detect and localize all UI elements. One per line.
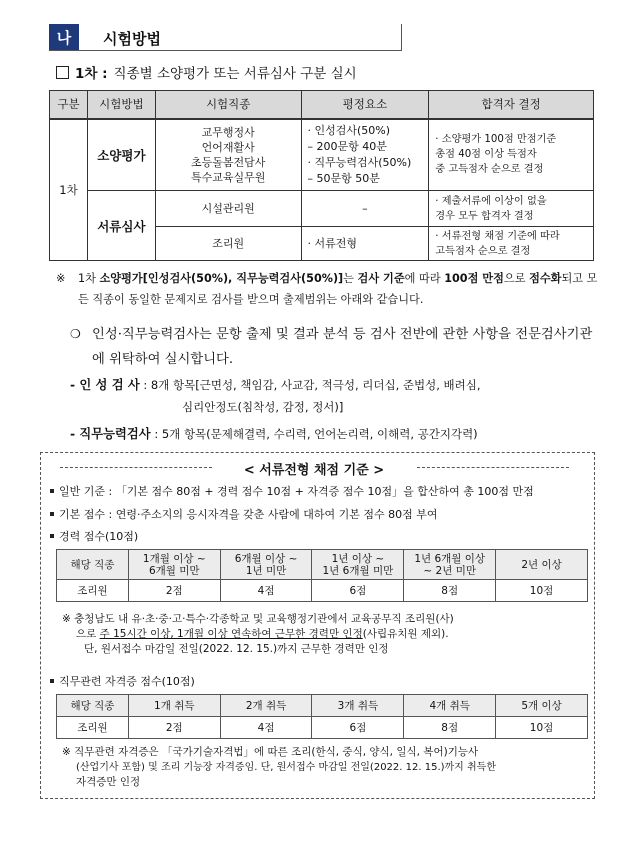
note-text: 되고 모든 직종이 동일한 문제지로 검사를 받으며 출제범위는 아래와 같습니다. bbox=[78, 272, 598, 306]
table-cell: 6점 bbox=[312, 717, 404, 739]
item-text: : 5개 항목(문제해결력, 수리력, 언어논리력, 이해력, 공간지각력) bbox=[154, 427, 478, 441]
reference-mark: ※ bbox=[62, 613, 71, 625]
square-bullet-icon bbox=[50, 489, 54, 493]
table-header: 5개 이상 bbox=[496, 695, 588, 717]
reference-mark: ※ bbox=[56, 272, 66, 285]
note-text: 으로 bbox=[503, 272, 530, 285]
basic-score bbox=[50, 506, 437, 524]
scoring-note bbox=[58, 268, 598, 310]
note-bold: 점수화 bbox=[529, 272, 562, 285]
line-text: 직무관련 자격증 점수(10점) bbox=[59, 675, 195, 688]
note-text: 에 따라 bbox=[404, 272, 445, 285]
table-header: 1개월 이상 ~ 6개월 미만 bbox=[128, 550, 220, 580]
table-header: 시험직종 bbox=[155, 91, 301, 119]
table-cell: 2점 bbox=[128, 717, 220, 739]
pass-line: 중 고득점자 순으로 결정 bbox=[435, 164, 544, 176]
item-text: : 8개 항목[근면성, 책임감, 사교감, 적극성, 리더십, 준법성, 배려심, bbox=[143, 378, 481, 392]
job-ability-test-item bbox=[70, 423, 600, 445]
table-header: 4개 취득 bbox=[404, 695, 496, 717]
table-header: 해당 직종 bbox=[57, 695, 129, 717]
line-text: 일반 기준 : 「기본 점수 80점 + 경력 점수 10점 + 자격증 점수 10점」을 합산하여 총 100점 만점 bbox=[59, 485, 534, 498]
note-bold: 검사 기준 bbox=[357, 272, 405, 285]
checkbox-icon bbox=[56, 66, 69, 79]
note-bold: 100점 만점 bbox=[444, 272, 504, 285]
table-header: 2개 취득 bbox=[220, 695, 312, 717]
section-badge: 나 bbox=[49, 24, 79, 50]
section-right-line bbox=[401, 24, 402, 51]
table-header: 1년 6개월 이상 ~ 2년 미만 bbox=[404, 550, 496, 580]
table-header: 1년 이상 ~ 1년 6개월 미만 bbox=[312, 550, 404, 580]
table-cell: 8점 bbox=[404, 717, 496, 739]
table-cell: 10점 bbox=[496, 717, 588, 739]
table-cell: 조리원 bbox=[57, 717, 129, 739]
job-item: 특수교육실무원 bbox=[190, 170, 266, 184]
career-score-table bbox=[56, 549, 588, 602]
table-cell: 2점 bbox=[128, 580, 220, 602]
table-header: 1개 취득 bbox=[128, 695, 220, 717]
element-item: – 200문항 40분 bbox=[307, 139, 387, 153]
career-score-title bbox=[50, 528, 138, 546]
element-item: – 50문항 50분 bbox=[307, 171, 380, 185]
element-item: · 인성검사(50%) bbox=[307, 123, 391, 137]
note-text: 충청남도 내 유·초·중·고·특수·각종학교 및 교육행정기관에서 교육공무직 조리원(사) bbox=[74, 613, 454, 625]
pass-soyang bbox=[429, 119, 594, 191]
table-header: 시험방법 bbox=[87, 91, 155, 119]
table-cell: 4점 bbox=[220, 580, 312, 602]
box-title: < 서류전형 채점 기준 > bbox=[243, 463, 385, 478]
note-bold: 소양평가[인성검사(50%), 직무능력검사(50%)] bbox=[99, 272, 344, 285]
license-score-title bbox=[50, 673, 195, 691]
table-cell: 8점 bbox=[404, 580, 496, 602]
item-label: - 직무능력검사 bbox=[70, 427, 151, 441]
table-header: 3개 취득 bbox=[312, 695, 404, 717]
item-text: 심리안정도(침착성, 감정, 정서)] bbox=[182, 400, 344, 414]
method-soyang: 소양평가 bbox=[87, 119, 155, 191]
method-document: 서류심사 bbox=[87, 191, 155, 261]
elements-soyang bbox=[301, 119, 429, 191]
pass-line: · 서류전형 채점 기준에 따라 bbox=[435, 230, 560, 242]
table-cell: 10점 bbox=[496, 580, 588, 602]
element-item: · 직무능력검사(50%) bbox=[307, 155, 412, 169]
table-cell: 4점 bbox=[220, 717, 312, 739]
table-header: 해당 직종 bbox=[57, 550, 129, 580]
outsourcing-bullet bbox=[70, 322, 600, 372]
table-header: 구분 bbox=[50, 91, 88, 119]
section-title: 시험방법 bbox=[103, 30, 161, 48]
pass-line: · 제출서류에 이상이 없을 bbox=[435, 195, 547, 207]
pass-line: 총점 40점 이상 득점자 bbox=[435, 149, 537, 161]
general-criteria bbox=[50, 483, 534, 501]
job-facility: 시설관리원 bbox=[155, 191, 301, 227]
personality-test-item bbox=[70, 374, 600, 418]
item-label: - 인 성 검 사 bbox=[70, 378, 140, 392]
pass-line: 경우 모두 합격자 결정 bbox=[435, 210, 534, 222]
table-header: 6개월 이상 ~ 1년 미만 bbox=[220, 550, 312, 580]
note-text: 자격증만 인정 bbox=[76, 776, 141, 788]
exam-method-table bbox=[49, 90, 594, 261]
subheading-step: 1차 : bbox=[75, 66, 108, 82]
section-underline bbox=[49, 50, 402, 51]
job-cook: 조리원 bbox=[155, 227, 301, 261]
note-text: 단, 원서접수 마감일 전일(2022. 12. 15.)까지 근무한 경력만 인정 bbox=[84, 643, 389, 655]
pass-facility bbox=[429, 191, 594, 227]
subheading-text: 직종별 소양평가 또는 서류심사 구분 실시 bbox=[113, 66, 357, 82]
note-text: 으로 bbox=[76, 628, 100, 640]
pass-line: 고득점자 순으로 결정 bbox=[435, 245, 531, 257]
note-text: 1차 bbox=[78, 272, 100, 285]
pass-cook bbox=[429, 227, 594, 261]
element-cook: · 서류전형 bbox=[301, 227, 429, 261]
line-text: 경력 점수(10점) bbox=[59, 530, 139, 543]
note-text: (산업기사 포함) 및 조리 기능장 자격증임. 단, 원서접수 마감일 전일(2022. 12. 15.)까지 취득한 bbox=[76, 762, 497, 773]
table-header: 합격자 결정 bbox=[429, 91, 594, 119]
job-item: 초등돌봄전담사 bbox=[190, 155, 266, 169]
license-score-table bbox=[56, 694, 588, 739]
division-cell: 1차 bbox=[50, 119, 88, 261]
element-facility: – bbox=[301, 191, 429, 227]
square-bullet-icon bbox=[50, 534, 54, 538]
table-cell: 조리원 bbox=[57, 580, 129, 602]
square-bullet-icon bbox=[50, 679, 54, 683]
bullet-text: 인성·직무능력검사는 문항 출제 및 결과 분석 등 검사 전반에 관한 사항을 전문검사기관에 위탁하여 실시합니다. bbox=[92, 327, 593, 367]
pass-line: · 소양평가 100점 만점기준 bbox=[435, 134, 557, 146]
note-underline: 주 15시간 이상, 1개월 이상 연속하여 근무한 경력만 인정 bbox=[99, 628, 363, 640]
career-note bbox=[62, 612, 592, 657]
square-bullet-icon bbox=[50, 512, 54, 516]
note-text: 직무관련 자격증은 「국가기술자격법」에 따른 조리(한식, 중식, 양식, 일식, 복어)기능사 bbox=[74, 746, 479, 758]
table-header: 2년 이상 bbox=[496, 550, 588, 580]
table-cell: 6점 bbox=[312, 580, 404, 602]
note-text: (사립유치원 제외). bbox=[362, 628, 449, 640]
job-item: 교무행정사 bbox=[201, 125, 255, 139]
jobs-soyang bbox=[155, 119, 301, 191]
circle-bullet-icon: ❍ bbox=[70, 327, 81, 341]
license-note bbox=[62, 745, 592, 790]
line-text: 기본 점수 : 연령·주소지의 응시자격을 갖춘 사람에 대하여 기본 점수 80점 부여 bbox=[59, 508, 438, 521]
table-header: 평정요소 bbox=[301, 91, 429, 119]
note-text: 는 bbox=[343, 272, 358, 285]
subheading bbox=[56, 62, 357, 82]
job-item: 언어재활사 bbox=[201, 140, 255, 154]
reference-mark: ※ bbox=[62, 746, 71, 758]
